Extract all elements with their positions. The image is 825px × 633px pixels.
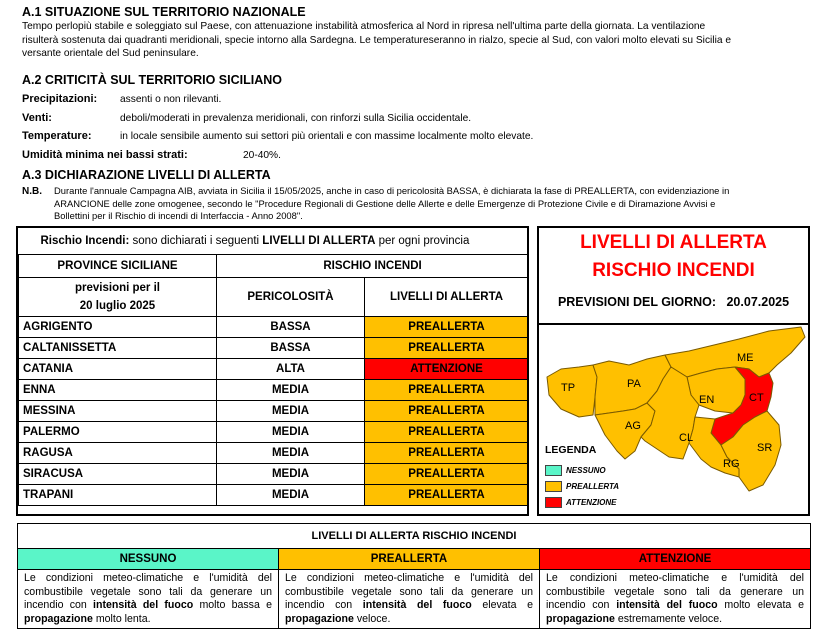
- table-row: [19, 485, 529, 506]
- section-a3-heading: A.3 DICHIARAZIONE LIVELLI DI ALLERTA: [22, 168, 271, 182]
- temperature-label: Temperature:: [22, 130, 92, 142]
- province-name: PALERMO: [19, 422, 217, 443]
- table-row: [19, 317, 529, 338]
- table-row: [19, 380, 529, 401]
- pericolosita-value: BASSA: [217, 317, 365, 338]
- legend-title: LEGENDA: [545, 444, 597, 456]
- map-label-rg: RG: [723, 458, 740, 470]
- map-label-tp: TP: [561, 382, 576, 394]
- intro-text: sono dichiarati i seguenti: [129, 235, 263, 247]
- map-label-ct: CT: [749, 392, 764, 404]
- a1-line: versante orientale del Sud peninsulare.: [22, 48, 199, 59]
- map-label-cl: CL: [679, 432, 694, 444]
- col-livelli-header: LIVELLI DI ALLERTA: [365, 278, 529, 317]
- levels-title-row: [18, 524, 811, 549]
- level-description: [279, 570, 540, 629]
- umidita-label: Umidità minima nei bassi strati:: [22, 149, 188, 161]
- desc-text-end: molto lenta.: [92, 612, 151, 625]
- a1-line: risulterà sostenuta dai quadranti meridionali, specie intorno alla Sardegna. Le temperatureseranno in rialzo, specie al Sud, con valori molto elevati su Sicilia e: [22, 34, 731, 46]
- pericolosita-value: MEDIA: [217, 401, 365, 422]
- legend-label: PREALLERTA: [566, 481, 620, 491]
- map-label-pa: PA: [627, 378, 641, 390]
- province-name: CATANIA: [19, 359, 217, 380]
- panel-title-1: LIVELLI DI ALLERTA: [580, 232, 767, 253]
- col-province-header: PROVINCE SICILIANE: [19, 255, 217, 278]
- desc-bold-propagation: propagazione: [285, 612, 354, 625]
- levels-category-row: [18, 549, 811, 570]
- panel-title-2: RISCHIO INCENDI: [592, 260, 755, 281]
- venti-value: deboli/moderati in prevalenza meridionali, con rinforzi sulla Sicilia occidentale.: [120, 113, 472, 124]
- pericolosita-value: MEDIA: [217, 443, 365, 464]
- desc-bold-propagation: propagazione: [546, 612, 615, 625]
- map-label-sr: SR: [757, 442, 773, 454]
- forecast-date: 20.07.2025: [726, 295, 790, 309]
- intro-bold-label: Rischio Incendi:: [40, 235, 130, 247]
- legend-label: ATTENZIONE: [566, 497, 617, 507]
- forecast-label: PREVISIONI DEL GIORNO:: [557, 295, 717, 309]
- section-a2-heading: A.2 CRITICITÀ SUL TERRITORIO SICILIANO: [22, 73, 282, 87]
- desc-bold-intensity: intensità del fuoco: [93, 599, 194, 611]
- pericolosita-value: MEDIA: [217, 464, 365, 485]
- umidita-value: 20-40%.: [243, 150, 281, 161]
- table-header-row: [19, 255, 529, 278]
- legend: [545, 462, 619, 510]
- map-label-me: ME: [737, 352, 754, 364]
- a1-line: Tempo perlopiù stabile e soleggiato sul Paese, con attenuazione instabilità atmosferica al Nord in ripresa nell'ultima parte della giornata. La ventilazione: [22, 21, 706, 32]
- desc-text-mid: molto elevata e: [717, 599, 804, 611]
- table-intro-row: [19, 228, 529, 255]
- intro-text-end: per ogni provincia: [375, 235, 470, 247]
- map-label-ag: AG: [625, 420, 641, 432]
- livello-value: PREALLERTA: [365, 443, 529, 464]
- province-name: SIRACUSA: [19, 464, 217, 485]
- table-row: [19, 443, 529, 464]
- province-name: MESSINA: [19, 401, 217, 422]
- pericolosita-value: MEDIA: [217, 422, 365, 443]
- livello-value: PREALLERTA: [365, 401, 529, 422]
- desc-bold-propagation: propagazione: [24, 612, 93, 625]
- desc-text: Le condizioni meteo-climatiche e l'umidità del combustibile vegetale sono tali da generare un incendio con: [285, 572, 533, 611]
- previsioni-line2: 20 luglio 2025: [79, 300, 156, 312]
- desc-text-mid: molto bassa e: [193, 599, 272, 611]
- previsioni-line1: previsioni per il: [75, 282, 160, 294]
- livello-value: ATTENZIONE: [365, 359, 529, 380]
- col-pericolosita-header: PERICOLOSITÀ: [217, 278, 365, 317]
- pericolosita-value: ALTA: [217, 359, 365, 380]
- livello-value: PREALLERTA: [365, 464, 529, 485]
- map-panel: [537, 226, 810, 516]
- map-label-en: EN: [699, 394, 715, 406]
- nb-line: ARANCIONE delle zone omogenee, secondo le "Procedure Regionali di Gestione delle Allerte e delle Emergenze di Protezione Civile e di Diramazione Avvisi e: [54, 197, 716, 209]
- pericolosita-value: MEDIA: [217, 380, 365, 401]
- level-description: [18, 570, 279, 629]
- levels-title: LIVELLI DI ALLERTA RISCHIO INCENDI: [18, 524, 811, 549]
- livello-value: PREALLERTA: [365, 422, 529, 443]
- desc-text-end: veloce.: [353, 612, 391, 625]
- nb-text: [54, 185, 814, 223]
- livello-value: PREALLERTA: [365, 485, 529, 506]
- livello-value: PREALLERTA: [365, 338, 529, 359]
- table-row: [19, 359, 529, 380]
- legend-item: [545, 478, 619, 494]
- desc-text-mid: elevata e: [471, 599, 533, 611]
- panel-forecast: [539, 295, 808, 309]
- section-a1-heading: A.1 SITUAZIONE SUL TERRITORIO NAZIONALE: [22, 5, 306, 19]
- legend-item: [545, 494, 619, 510]
- province-name: AGRIGENTO: [19, 317, 217, 338]
- legend-item: [545, 462, 619, 478]
- levels-description-table: [17, 523, 811, 629]
- legend-swatch: [545, 497, 562, 508]
- previsioni-cell: [19, 278, 217, 317]
- level-name: ATTENZIONE: [540, 549, 811, 570]
- table-row: [19, 464, 529, 485]
- precipitazioni-value: assenti o non rilevanti.: [120, 94, 222, 105]
- table-row: [19, 401, 529, 422]
- desc-bold-intensity: intensità del fuoco: [616, 599, 718, 611]
- col-rischio-header: RISCHIO INCENDI: [217, 255, 529, 278]
- province-name: TRAPANI: [19, 485, 217, 506]
- legend-label: NESSUNO: [566, 465, 606, 475]
- desc-bold-intensity: intensità del fuoco: [362, 599, 472, 611]
- province-name: CALTANISSETTA: [19, 338, 217, 359]
- province-table: [18, 228, 529, 506]
- precipitazioni-label: Precipitazioni:: [22, 93, 98, 105]
- table-row: [19, 422, 529, 443]
- table-subheader-row: [19, 278, 529, 317]
- table-row: [19, 338, 529, 359]
- level-name: PREALLERTA: [279, 549, 540, 570]
- desc-text: Le condizioni meteo-climatiche e l'umidità del combustibile vegetale sono tali da generare un incendio con: [546, 572, 804, 611]
- legend-swatch: [545, 481, 562, 492]
- livello-value: PREALLERTA: [365, 317, 529, 338]
- nb-label: N.B.: [22, 186, 42, 197]
- section-a1-text: [22, 20, 812, 61]
- nb-line: Durante l'annuale Campagna AIB, avviata in Sicilia il 15/05/2025, anche in caso di pericolosità BASSA, è dichiarata la fase di PREALLERTA, con evidenziazione in: [54, 185, 730, 196]
- desc-text: Le condizioni meteo-climatiche e l'umidità del combustibile vegetale sono tali da generare un incendio con: [24, 572, 272, 611]
- province-name: ENNA: [19, 380, 217, 401]
- levels-description-row: [18, 570, 811, 629]
- level-name: NESSUNO: [18, 549, 279, 570]
- province-name: RAGUSA: [19, 443, 217, 464]
- pericolosita-value: BASSA: [217, 338, 365, 359]
- livello-value: PREALLERTA: [365, 380, 529, 401]
- level-description: [540, 570, 811, 629]
- desc-text-end: estremamente veloce.: [614, 612, 723, 625]
- nb-line: Bollettini per il Rischio di incendi di Interfaccia - Anno 2008".: [54, 210, 303, 222]
- venti-label: Venti:: [22, 112, 52, 124]
- table-intro: [19, 228, 529, 255]
- temperature-value: in locale sensibile aumento sui settori più orientali e con massime localmente molto elevate.: [120, 131, 534, 142]
- legend-swatch: [545, 465, 562, 476]
- intro-bold-levels: LIVELLI DI ALLERTA: [262, 235, 376, 247]
- pericolosita-value: MEDIA: [217, 485, 365, 506]
